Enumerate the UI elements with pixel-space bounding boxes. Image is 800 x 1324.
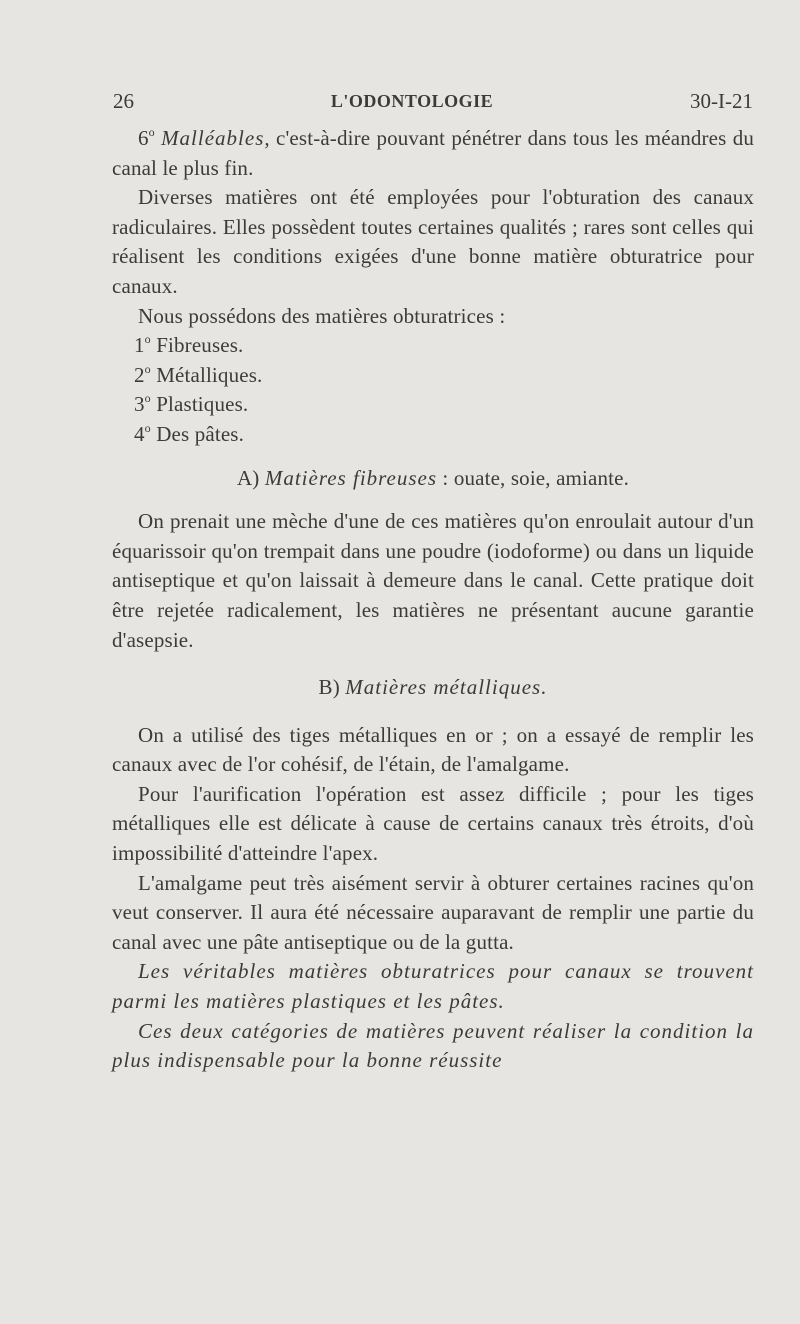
text-body: [112, 124, 754, 1076]
section-heading-fibreuses: [112, 464, 754, 494]
journal-title: L'ODONTOLOGIE: [330, 90, 494, 111]
paragraph-veritables: [112, 957, 754, 1016]
running-header: [113, 84, 753, 118]
degree-mark: o: [144, 332, 151, 347]
degree-mark: o: [144, 420, 151, 435]
term-malleables: Malléables: [161, 126, 265, 150]
item-number: 6: [138, 126, 149, 150]
list-number: 4: [134, 421, 145, 446]
italic-text: Ces deux catégories de matières peuvent réaliser la condition la plus indispensable pour la bonne réussite: [112, 1018, 754, 1073]
degree-mark: o: [148, 125, 155, 139]
page-number: 26: [113, 88, 134, 113]
list-text: Plastiques.: [156, 392, 249, 417]
paragraph-amalgame: L'amalgame peut très aisément servir à obturer certaines racines qu'on veut conserver. Il aura été nécessaire auparavant de remplir une partie du canal avec une pâte antiseptique ou de la gutta.: [112, 870, 754, 954]
paragraph-tiges: On a utilisé des tiges métalliques en or ; on a essayé de remplir les canaux avec de l'or cohésif, de l'étain, de l'amalgame.: [112, 722, 754, 777]
section-letter: A): [236, 465, 260, 490]
paragraph-categories: [112, 1017, 754, 1076]
section-title: Matières fibreuses: [264, 465, 438, 490]
list-item: [112, 420, 754, 450]
italic-text: Les véritables matières obturatrices pour canaux se trouvent parmi les matières plastiques et les pâtes.: [112, 959, 754, 1014]
section-heading-metalliques: [112, 673, 754, 703]
issue-date: 30-I-21: [690, 88, 753, 113]
paragraph-malleables: [112, 124, 754, 183]
paragraph-text: , c'est-à-dire pouvant pénétrer dans tous les méandres du canal le plus fin.: [112, 126, 754, 180]
list-number: 3: [134, 392, 145, 417]
list-item: [112, 390, 754, 420]
section-letter: B): [318, 675, 340, 700]
degree-mark: o: [144, 391, 151, 406]
list-number: 1: [134, 333, 145, 358]
list-item: [112, 331, 754, 361]
paragraph-list-intro: Nous possédons des matières obturatrices :: [138, 303, 506, 328]
section-title: Matières métalliques.: [345, 675, 548, 700]
paragraph-aurification: Pour l'aurification l'opération est assez difficile ; pour les tiges métalliques elle est délicate à cause de certains canaux très étroits, d'où impossibilité d'atteindre l'apex.: [112, 781, 754, 866]
list-text: Métalliques.: [156, 362, 263, 387]
paragraph-intro: Diverses matières ont été employées pour l'obturation des canaux radiculaires. Elles possèdent toutes certaines qualités ; rares sont celles qui réalisent les conditions exigées d'une bonne matière obturatrice pour canaux.: [112, 185, 754, 298]
degree-mark: o: [144, 361, 151, 376]
list-text: Des pâtes.: [156, 421, 245, 446]
list-number: 2: [134, 362, 145, 387]
paragraph-fibreuses: On prenait une mèche d'une de ces matières qu'on enroulait autour d'un équarissoir qu'on trempait dans une poudre (iodoforme) ou dans un liquide antiseptique et qu'on laissait à demeure dans le canal. Cette pratique doit être rejetée radicalement, les matières ne présentant aucune garantie d'asepsie.: [112, 509, 754, 652]
list-item: [112, 361, 754, 391]
section-subtitle: : ouate, soie, amiante.: [437, 465, 629, 490]
list-text: Fibreuses.: [156, 333, 244, 358]
